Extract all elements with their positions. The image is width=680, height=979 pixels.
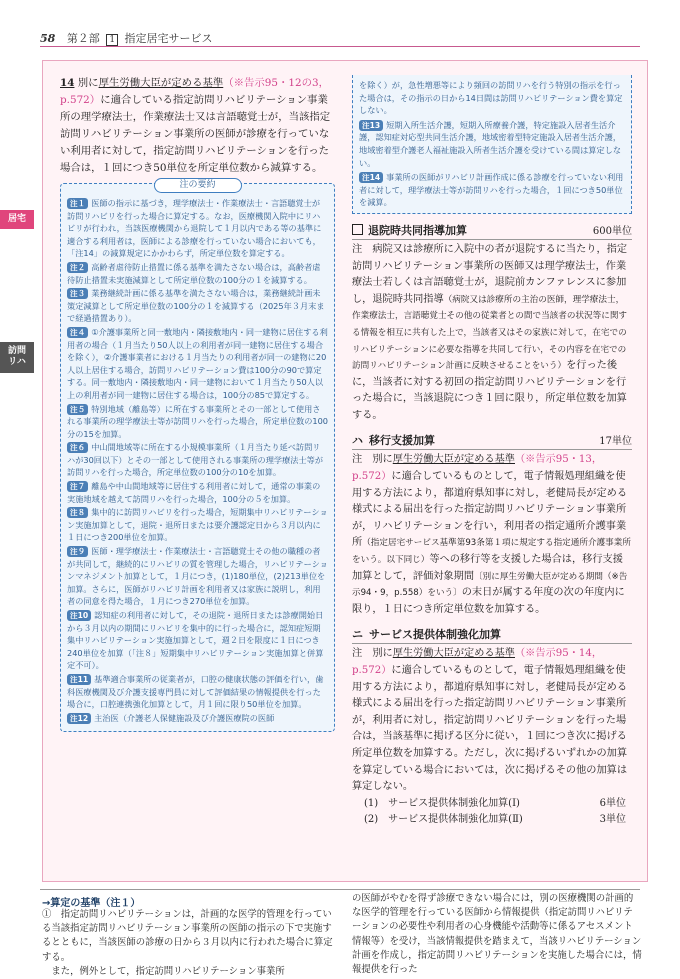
note-tag: 注６ — [67, 442, 88, 453]
note-text: 医師・理学療法士・作業療法士・言語聴覚士その他の職種の者が共同して，継続的にリハビリの質を管理した場合，リハビリテーションマネジメント加算として，１月につき，(1)180単位，(2)213単位を加算。さらに，医師がリハビリ計画を利用者又は家族に説明し，利用者の同意を得た場合，１月につき270単位を加算。 — [67, 546, 328, 607]
note-tag: 注１ — [67, 198, 88, 209]
note-tag: 注８ — [67, 507, 88, 518]
note-tag: 注７ — [67, 481, 88, 492]
note-text: 高齢者虐待防止措置に係る基準を満たさない場合は，高齢者虐待防止措置未実施減算として所定単位数の100分の１を減算する。 — [67, 261, 321, 285]
text: 注 病院又は診療所に入院中の者が退院するに当たり，指定訪問リハビリテーション事業所の医師又は理学療法士，作業療法士若しくは言語聴覚士が，退院前カンファレンスに参加し，退院時共同指導 — [352, 243, 628, 305]
notes-summary-title: 注の要約 — [154, 178, 242, 193]
text-underlined: 厚生労働大臣が定める基準 — [392, 454, 515, 466]
note-item — [67, 403, 328, 441]
section-title: サービス提供体制強化加算 — [369, 628, 501, 642]
note-tag: 注２ — [67, 262, 88, 273]
section-ni-body — [352, 646, 632, 795]
section-points: 17単位 — [599, 436, 632, 448]
note-tag: 注12 — [67, 713, 91, 724]
side-tab-label: 訪問 — [7, 346, 26, 356]
note-text: 医師の指示に基づき，理学療法士・作業療法士・言語聴覚士が訪問リハビリを行った場合に算定する。なお，医療機関入院中にリハビリが行われ，当該医療機関から退院して１月以内である等の基準に適合する利用者は，医師による診療を行っていない場合においても，「注14」の減算規定にかかわらず，所定単位数を算定する。 — [67, 198, 322, 259]
text: の末日が属する年度の次の年度内に限り，１日につき所定単位数を加算する。 — [352, 587, 625, 615]
note-tag: 注14 — [359, 172, 383, 183]
note-text: 事業所の医師がリハビリ計画作成に係る診療を行っていない利用者に対して，理学療法士等が訪問リハを行った場合，１回につき50単位を減算。 — [359, 172, 624, 208]
section-points: 600単位 — [592, 225, 632, 237]
text-small: （病院又は診療所の主治の医師，理学療法士，作業療法士，言語聴覚士その他の従業者との間で当該者の状況等に関する情報を相互に共有した上で，当該者又はその家族に対して，在宅でのリハビリテーションに必要な指導を共同して行い，その内容を在宅での訪問リハビリテーション計画に反映させることをいう） — [352, 294, 628, 372]
note-tag: 注10 — [67, 610, 91, 621]
side-tab-kyotaku[interactable] — [0, 210, 34, 229]
note-tag: 注３ — [67, 288, 88, 299]
note-item — [67, 197, 328, 260]
note-item — [67, 506, 328, 544]
text: 別に — [77, 77, 99, 89]
note-text: 認知症の利用者に対して，その退院・退所日または診療開始日から３月以内の期間にリハビリを集中的に行った場合に，認知症短期集中リハビリテーション実施加算として，週２日を限度に１日につき240単位を加算（「注８」短期集中リハビリテーション実施加算と併算定不可）。 — [67, 610, 324, 671]
bottom-right-text: の医師がやむを得ず診療できない場合には，別の医療機関の計画的な医学的管理を行っている医師から情報提供（指定訪問リハビリテーションの必要性や利用者の心身機能や活動等に係るアセスメント情報等）を受け，当該情報提供を踏まえて，当該リハビリテーション計画を作成し，指定訪問リハビリテーションを実施した場合には，情報提供を行った — [352, 893, 642, 976]
text-small: 〔別に厚生労働大臣が定める期間（※告示94・9，p.558）をいう〕 — [352, 571, 628, 599]
note-text: 集中的に訪問リハビリを行った場合，短期集中リハビリテーション実施加算として，退院・退所日または要介護認定日から３月以内に１日につき200単位を加算。 — [67, 507, 328, 543]
chapter-number: 1 — [106, 34, 118, 46]
note-text: 基準適合事業所の従業者が，口腔の健康状態の評価を行い，歯科医療機関及び介護支援専門員に対して評価結果の情報提供を行った場合に，口腔連携強化加算として，月１回に限り50単位を加算。 — [67, 673, 324, 710]
section-title: 退院時共同指導加算 — [368, 223, 467, 237]
note-tag: 注４ — [67, 327, 88, 338]
notes-continuation-box — [352, 75, 632, 214]
note-13 — [359, 119, 625, 169]
note-item — [67, 261, 328, 286]
item-label: (1) サービス提供体制強化加算(Ⅰ) — [364, 797, 520, 809]
section-ha-heading — [352, 432, 632, 450]
notes-list — [67, 197, 328, 724]
note-item — [67, 480, 328, 505]
note-item — [67, 441, 328, 479]
bottom-section-title: →算定の基準（注１） — [42, 898, 141, 909]
service-items-list — [364, 796, 632, 828]
note-text: ①介護事業所と同一敷地内・隣接敷地内・同一建物に居住する利用者の場合（１月当たり50人以上の利用者が同一建物に居住する場合を除く），②介護事業者における１月当たりの利用者が同一の建物に20人以上居住する場合，訪問リハビリテーション費は100分の90で算定する。同一敷地内・隣接敷地内・同一建物において１月当たり50人以上の利用者が同一建物に居住する場合は，100分の85で算定する。 — [67, 326, 328, 400]
item-label: (2) サービス提供体制強化加算(Ⅱ) — [364, 813, 523, 825]
paragraph-number: 14 — [60, 77, 75, 89]
text: を行った後に，当該者に対する初回の指定訪問リハビリテーションを行った場合に，当該退院につき１回に限り，所定単位数を加算する。 — [352, 360, 627, 421]
note-item — [67, 712, 328, 725]
text: 注 別に — [352, 648, 393, 660]
text: 注 別に — [352, 454, 393, 466]
chapter-title: 指定居宅サービス — [124, 32, 213, 45]
paragraph-14 — [60, 75, 335, 177]
list-item — [364, 796, 632, 812]
note-item — [67, 545, 328, 608]
item-value: 6単位 — [599, 797, 626, 809]
left-column — [60, 75, 335, 732]
side-tab-houmon-riha[interactable] — [0, 342, 34, 373]
note-tag: 注９ — [67, 546, 88, 557]
text: 等への移行等を支援した場合は，移行支援加算として，評価対象期間 — [352, 554, 623, 582]
note-text: 業務継続計画に係る基準を満たさない場合は，業務継続計画未策定減算として所定単位数の100分の１を減算する（2025年３月末まで経過措置あり）。 — [67, 288, 325, 324]
section-mark: ニ — [352, 628, 363, 642]
note-text: 中山間地域等に所在する小規模事業所（１月当たり延べ訪問リハが30回以下）とその一部として使用される事業所の理学療法士等が訪問リハを行った場合，所定単位数の100分の10を加算。 — [67, 442, 324, 478]
notes-summary-box — [60, 180, 335, 732]
section-ro-body — [352, 242, 632, 425]
note-12-continuation: を除く）が，急性増悪等により頻回の訪問リハを行う特別の指示を行った場合は，その指示の日から14日間は訪問リハビリテーション費を算定しない。 — [359, 80, 623, 116]
part-label: 第２部 — [66, 32, 100, 45]
section-ha-body — [352, 452, 632, 618]
right-column — [352, 75, 632, 828]
note-text: 離島や中山間地域等に居住する利用者に対して，通常の事業の実施地域を越えて訪問リハを行った場合，100分の５を加算。 — [67, 481, 321, 504]
section-ro-heading — [352, 222, 632, 240]
bottom-left-text: ① 指定訪問リハビリテーションは，計画的な医学的管理を行っている当該指定訪問リハビリテーション事業所の医師の指示の下で実施するとともに，当該医師の診療の日から３月以内に行われた場合に算定する。 また，例外として，指定訪問リハビリテーション事業所 — [42, 909, 333, 977]
side-tab-label: リハ — [8, 357, 26, 368]
section-ni-heading — [352, 626, 632, 644]
note-item — [67, 609, 328, 672]
reference-link[interactable]: （※告示95・13，p.572） — [352, 454, 603, 483]
section-mark: ハ — [352, 434, 363, 448]
text: に適合しているものとして，電子情報処理組織を使用する方法により，都道府県知事に対し，老健局長が定める様式による届出を行った指定訪問リハビリテーション事業所が，リハビリテーションを行い，利用者の指定通所介護事業所 — [352, 471, 628, 549]
note-item — [67, 673, 328, 711]
note-tag: 注５ — [67, 404, 88, 415]
note-14 — [359, 171, 625, 209]
note-item — [67, 287, 328, 325]
note-item — [67, 326, 328, 402]
square-bullet-icon — [352, 224, 363, 235]
section-title: 移行支援加算 — [369, 434, 435, 448]
note-text: 主治医（介護老人保健施設及び介護医療院の医師 — [94, 712, 275, 723]
page-number: 58 — [40, 32, 56, 45]
text-underlined: 厚生労働大臣が定める基準 — [392, 648, 515, 660]
side-tab-label: 居宅 — [7, 214, 26, 224]
header-rule — [40, 46, 640, 47]
note-text: 特別地域（離島等）に所在する事業所とその一部として使用される事業所の理学療法士等が訪問リハを行った場合，所定単位数の100分の15を加算。 — [67, 403, 329, 439]
text-small: （指定居宅サービス基準第93条第１項に規定する指定通所介護事業所をいう。以下同じ） — [352, 538, 631, 566]
note-tag: 注11 — [67, 674, 91, 685]
note-tag: 注13 — [359, 120, 383, 131]
item-value: 3単位 — [599, 813, 626, 825]
reference-link[interactable]: （※告示95・14，p.572） — [352, 648, 603, 676]
bottom-rule — [40, 889, 640, 890]
list-item — [364, 812, 632, 828]
text: に適合している指定訪問リハビリテーション事業所の理学療法士，作業療法士又は言語聴覚士が，当該指定訪問リハビリテーション事業所の医師が診療を行っていない利用者に対して，指定訪問リハビリテーションを行った場合は，１回につき50単位を所定単位数から減算する。 — [60, 94, 331, 174]
reference-link[interactable]: （※告示95・12の3，p.572） — [60, 77, 330, 106]
text: に適合しているものとして，電子情報処理組織を使用する方法により，都道府県知事に対し，老健局長が定める様式による届出を行った指定訪問リハビリテーション事業所が，利用者に対し，指定訪問リハビリテーションを行った場合は，当該基準に掲げる区分に従い，１回につき次に掲げる所定単位数を加算する。ただし，次に掲げるいずれかの加算を算定している場合においては，次に掲げるその他の加算は算定しない。 — [352, 665, 628, 793]
text-underlined: 厚生労働大臣が定める基準 — [98, 77, 224, 89]
note-text: 短期入所生活介護，短期入所療養介護，特定施設入居者生活介護，認知症対応型共同生活介護，地域密着型特定施設入居者生活介護，地域密着型介護老人福祉施設入所者生活介護を受けている間は算定しない。 — [359, 119, 622, 168]
page-header — [40, 30, 213, 46]
